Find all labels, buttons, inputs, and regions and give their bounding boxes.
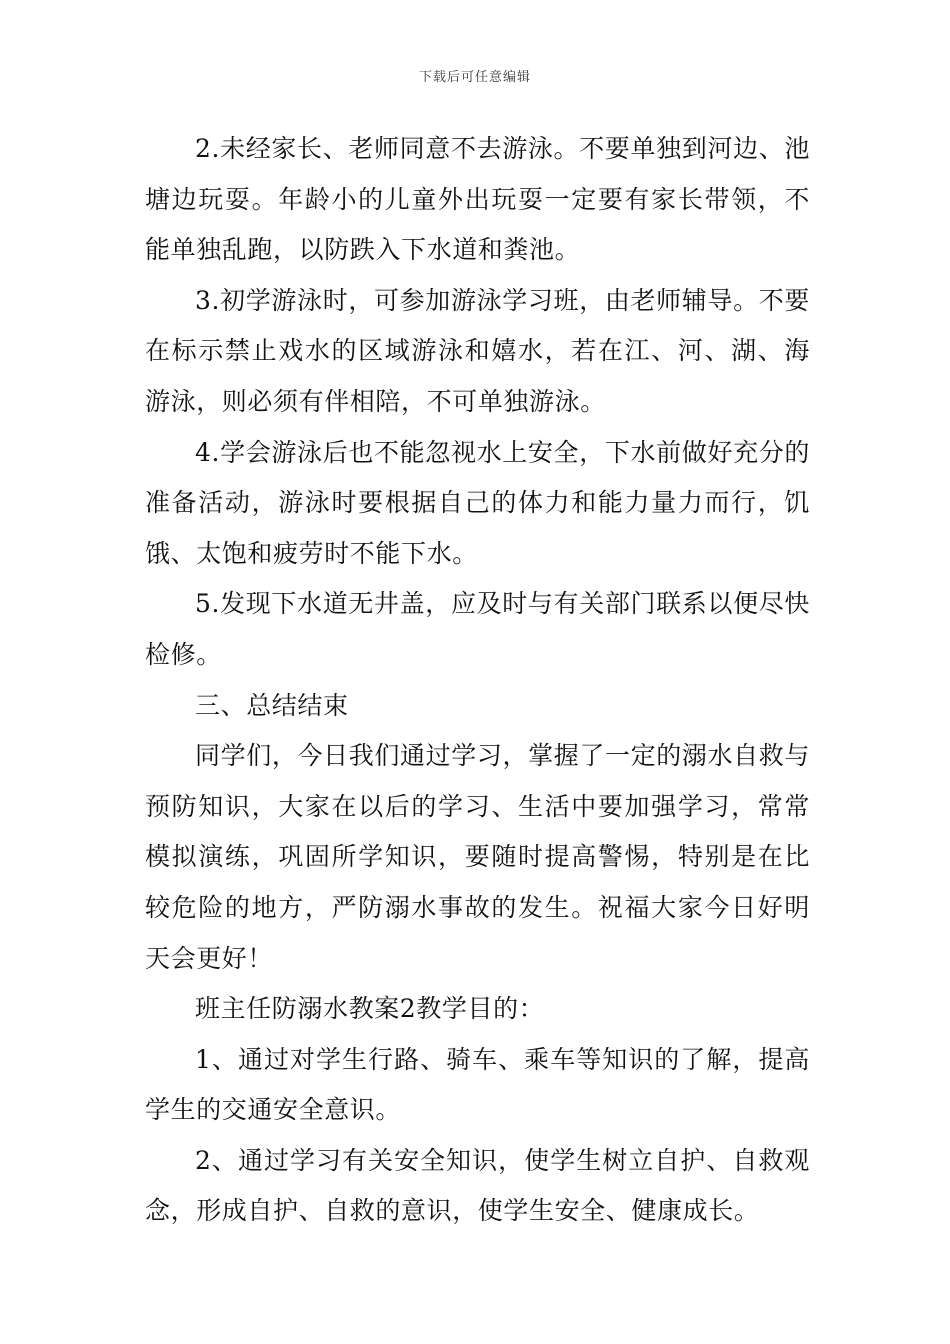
paragraph-item-4: 4.学会游泳后也不能忽视水上安全，下水前做好充分的准备活动，游泳时要根据自己的体力和能力量力而行，饥饿、太饱和疲劳时不能下水。 — [145, 437, 810, 568]
section-heading-summary: 三、总结结束 — [195, 690, 349, 720]
paragraph-item-5: 5.发现下水道无井盖，应及时与有关部门联系以便尽快检修。 — [145, 589, 810, 669]
objective-item-1: 1、通过对学生行路、骑车、乘车等知识的了解，提高学生的交通安全意识。 — [145, 1044, 810, 1125]
paragraph-item-2: 2.未经家长、老师同意不去游泳。不要单独到河边、池塘边玩耍。年龄小的儿童外出玩耍一定要有家长带领，不能单独乱跑，以防跌入下水道和粪池。 — [145, 134, 810, 265]
lesson-plan-title: 班主任防溺水教案2教学目的： — [195, 994, 545, 1024]
document-body — [145, 124, 810, 1237]
paragraph-item-3: 3.初学游泳时，可参加游泳学习班，由老师辅导。不要在标示禁止戏水的区域游泳和嬉水，若在江、河、湖、海游泳，则必须有伴相陪，不可单独游泳。 — [145, 285, 810, 416]
paragraph-summary: 同学们，今日我们通过学习，掌握了一定的溺水自救与预防知识，大家在以后的学习、生活中要加强学习，常常模拟演练，巩固所学知识，要随时提高警惕，特别是在比较危险的地方，严防溺水事故的发生。祝福大家今日好明天会更好！ — [145, 741, 810, 973]
page-header: 下载后可任意编辑 — [418, 70, 531, 85]
objective-item-2: 2、通过学习有关安全知识，使学生树立自护、自救观念，形成自护、自救的意识，使学生安全、健康成长。 — [145, 1145, 810, 1226]
